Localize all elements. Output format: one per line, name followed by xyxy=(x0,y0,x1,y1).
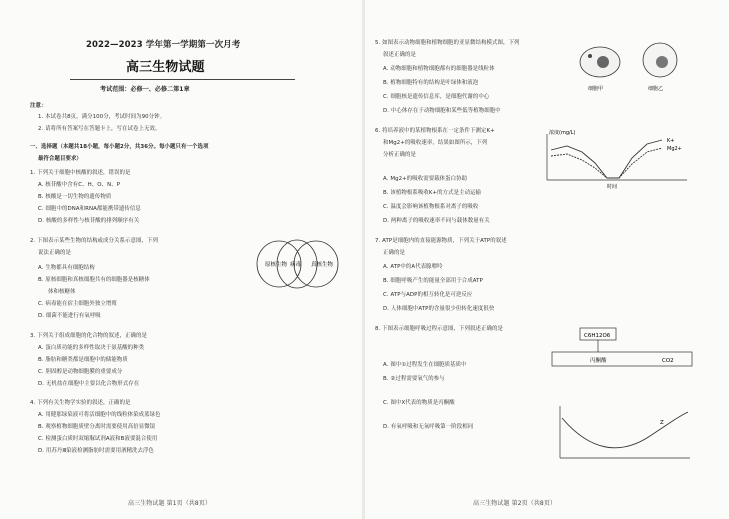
figure-label: 细胞乙 xyxy=(648,86,664,92)
question-stem: 7. ATP是细胞内的直接能源物质，下列关于ATP的叙述 xyxy=(375,238,507,244)
question-stem-cont: 叙述正确的是 xyxy=(383,52,416,58)
answer-option: C. 胆固醇是动物细胞膜的重要成分 xyxy=(38,369,123,375)
section-heading-cont: 最符合题目要求） xyxy=(38,156,82,162)
cell-figure xyxy=(570,38,690,94)
figure-legend: Mg2+ xyxy=(667,146,682,152)
question-stem: 8. 下图表示细胞呼吸过程示意图，下列叙述正确的是 xyxy=(375,326,503,332)
notes-title: 注意： xyxy=(30,103,47,109)
answer-option: A. 核苷酸中含有C、H、O、N、P xyxy=(38,182,121,188)
figure-legend: K+ xyxy=(667,138,675,144)
question-stem-cont: 分析正确的是 xyxy=(383,152,416,158)
exam-header: 2022—2023 学年第一学期第一次月考 xyxy=(86,40,241,50)
section-heading: 一、选择题（本题共18小题，每小题2分，共36分。每小题只有一个选项 xyxy=(30,144,209,150)
answer-option: C. 图中X代表的物质是丙酮酸 xyxy=(383,400,455,406)
answer-option: B. 植物细胞特有的结构是叶绿体和液泡 xyxy=(383,80,479,86)
question-stem: 5. 如图表示动物细胞和植物细胞的亚显微结构模式图，下列 xyxy=(375,40,520,46)
answer-option: D. 核酸的多样性与核苷酸的排列顺序有关 xyxy=(38,218,140,224)
ion-uptake-figure xyxy=(537,128,697,190)
answer-option: C. 病毒能在宿主细胞外独立增殖 xyxy=(38,301,117,307)
answer-option: A. ATP中的A代表腺嘌呤 xyxy=(383,264,443,270)
answer-option: C. 检测蛋白质时双缩脲试剂A液和B液要混合使用 xyxy=(38,436,158,442)
venn-diagram xyxy=(255,232,340,292)
answer-option: B. 观察植物细胞质壁分离时需要使用高倍显微镜 xyxy=(38,424,156,430)
question-stem: 4. 下列有关生物学实验的叙述，正确的是 xyxy=(30,400,131,406)
answer-option: B. ②过程需要氧气的参与 xyxy=(383,376,445,382)
answer-option: D. 用苏丹Ⅲ染液检测脂肪时需要用酒精洗去浮色 xyxy=(38,448,155,454)
figure-node-label: CO2 xyxy=(662,358,674,364)
venn-label: 原核生物 xyxy=(265,262,288,268)
answer-option: A. 蛋白质功能的多样性取决于氨基酸的种类 xyxy=(38,345,145,351)
page-footer: 高三生物试题 第1页（共8页） xyxy=(128,500,212,507)
answer-option: C. 细胞核是遗传信息库，是细胞代谢的中心 xyxy=(383,94,490,100)
exam-scope: 考试范围：必修一、必修二第1章 xyxy=(100,86,190,93)
question-stem: 3. 下列关于组成细胞的化合物的叙述，正确的是 xyxy=(30,333,147,339)
venn-label: 真核生物 xyxy=(311,262,334,268)
question-stem: 6. 将培养液中的某植物根系在一定条件下测定K+ xyxy=(375,128,495,134)
answer-option: B. 脂肪和糖类都是细胞中的储能物质 xyxy=(38,357,128,363)
answer-option: A. 图中①过程发生在细胞质基质中 xyxy=(383,362,467,368)
answer-option: C. 温度会影响该植物根系对离子的吸收 xyxy=(383,204,479,210)
note-item: 2. 请将所有答案写在答题卡上，写在试卷上无效。 xyxy=(38,126,161,132)
figure-axis-label: 时间 xyxy=(607,184,618,190)
answer-option: D. 人体细胞中ATP的含量很少但转化速度很快 xyxy=(383,306,495,312)
figure-label: 细胞甲 xyxy=(588,86,604,92)
figure-axis-label: 浓度(mg/L) xyxy=(549,130,576,136)
right-page xyxy=(365,0,729,519)
question-stem-cont: 和Mg2+的吸收速率，结果如图所示，下列 xyxy=(383,140,488,146)
answer-option: C. ATP与ADP的相互转化是可逆反应 xyxy=(383,292,473,298)
answer-option: B. 细胞呼吸产生的能量全部用于合成ATP xyxy=(383,278,483,284)
answer-option-cont: 体和核糖体 xyxy=(48,289,76,295)
left-page xyxy=(0,0,364,519)
exam-title: 高三生物试题 xyxy=(126,60,205,75)
answer-option: B. 该植物根系吸收K+的方式是主动运输 xyxy=(383,190,482,196)
question-stem: 1. 下列关于细胞中核酸的叙述，错误的是 xyxy=(30,170,131,176)
answer-option: B. 核酸是一切生物的遗传物质 xyxy=(38,194,112,200)
figure-box-label: C6H12O6 xyxy=(584,333,611,339)
question-stem-cont: 正确的是 xyxy=(383,250,405,256)
question-stem: 2. 下图表示某些生物的结构或成分关系示意图，下列 xyxy=(30,238,158,244)
answer-option: A. 生物都具有细胞结构 xyxy=(38,265,95,271)
answer-option: D. 两种离子的吸收速率不同与载体数量有关 xyxy=(383,218,490,224)
page-footer: 高三生物试题 第2页（共8页） xyxy=(473,500,557,507)
answer-option: A. 动物细胞和植物细胞都有的细胞器是线粒体 xyxy=(383,66,495,72)
respiration-figure xyxy=(550,326,700,466)
figure-node-label: 丙酮酸 xyxy=(590,358,607,364)
answer-option: C. 细胞中的DNA和RNA都能携带遗传信息 xyxy=(38,206,141,212)
question-stem-cont: 说法正确的是 xyxy=(38,250,71,256)
answer-option: B. 原核细胞和真核细胞共有的细胞器是核糖体 xyxy=(38,277,150,283)
answer-option: A. 用健那绿染液可将活细胞中的线粒体染成蓝绿色 xyxy=(38,412,161,418)
answer-option: D. 细菌不能进行有氧呼吸 xyxy=(38,313,101,319)
answer-option: D. 无机盐在细胞中主要以化合物形式存在 xyxy=(38,381,140,387)
answer-option: D. 中心体存在于动物细胞和某些低等植物细胞中 xyxy=(383,108,501,114)
figure-curve-label: Z xyxy=(660,420,664,426)
venn-label: 病毒 xyxy=(290,262,302,268)
answer-option: A. Mg2+的吸收需要载体蛋白协助 xyxy=(383,176,468,182)
title-rule xyxy=(70,79,295,80)
answer-option: D. 有氧呼吸和无氧呼吸第一阶段相同 xyxy=(383,424,474,430)
note-item: 1. 本试卷共8页，满分100分，考试时间为90分钟。 xyxy=(38,114,166,120)
